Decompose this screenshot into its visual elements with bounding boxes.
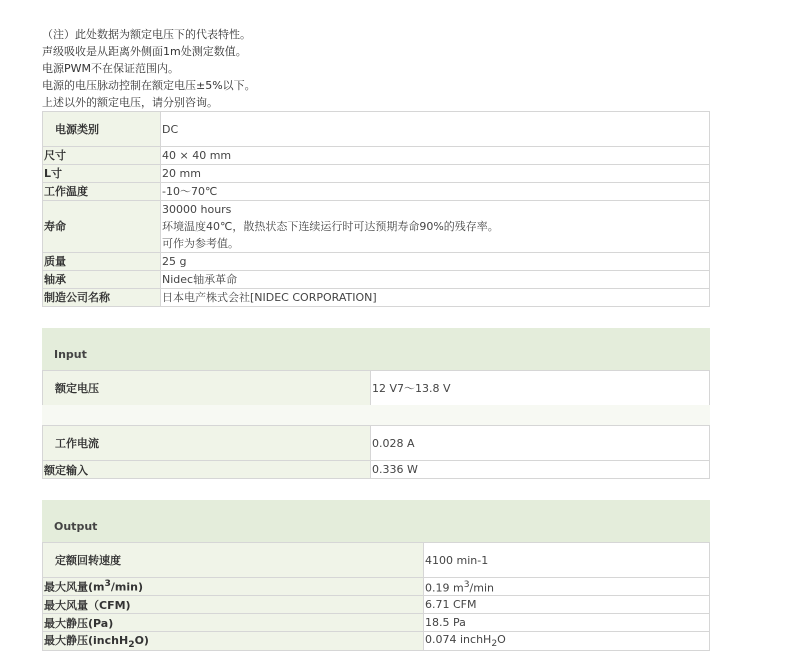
input-value: 12 V7～13.8 V: [371, 371, 710, 406]
note-line: 电源的电压脉动控制在额定电压±5%以下。: [42, 79, 256, 92]
value-superscript: 3: [463, 578, 470, 590]
note-line: 电源PWM不在保证范围内。: [42, 62, 179, 75]
input-heading: Input: [54, 348, 87, 361]
table-row: [43, 112, 710, 147]
life-line: 环境温度40℃，散热状态下连续运行时可达预期寿命90%的残存率。: [162, 220, 499, 233]
value-part: O: [497, 633, 506, 646]
note-line: （注）此处数据为额定电压下的代表特性。: [42, 28, 251, 41]
output-label: 最大静压(Pa): [43, 614, 424, 632]
label-part: O): [134, 634, 149, 647]
spec-value: Nidec轴承革命: [161, 271, 710, 289]
output-value: [424, 578, 710, 596]
spec-table: [42, 111, 710, 307]
table-row: [43, 614, 710, 632]
spec-value: DC: [161, 112, 710, 147]
table-row: [43, 289, 710, 307]
table-row: [43, 426, 710, 461]
output-value: 18.5 Pa: [424, 614, 710, 632]
spec-label: 制造公司名称: [43, 289, 161, 307]
spec-label: L寸: [43, 165, 161, 183]
spec-value: 20 mm: [161, 165, 710, 183]
spec-value: [161, 201, 710, 253]
label-part: /min): [110, 580, 143, 594]
output-section-header: [42, 500, 710, 542]
spec-value: 40 × 40 mm: [161, 147, 710, 165]
table-row: [43, 201, 710, 253]
spec-value: -10～70℃: [161, 183, 710, 201]
spec-label: 电源类别: [43, 112, 161, 147]
spec-label: 尺寸: [43, 147, 161, 165]
notes-block: [42, 26, 256, 111]
input-label: 工作电流: [43, 426, 371, 461]
value-part: /min: [469, 581, 494, 595]
output-label: 最大风量（CFM): [43, 596, 424, 614]
spec-label: 轴承: [43, 271, 161, 289]
output-value: 6.71 CFM: [424, 596, 710, 614]
output-value: 4100 min-1: [424, 543, 710, 578]
value-part: 0.074 inchH: [425, 633, 492, 646]
spec-label: 寿命: [43, 201, 161, 253]
output-label: [43, 578, 424, 596]
output-heading: Output: [54, 520, 98, 533]
table-row: [43, 253, 710, 271]
input-label: 额定输入: [43, 461, 371, 479]
table-row: [43, 632, 710, 651]
output-label: 定额回转速度: [43, 543, 424, 578]
table-row: [43, 543, 710, 578]
table-row: [43, 271, 710, 289]
table-row: [43, 183, 710, 201]
table-row: [43, 578, 710, 596]
spec-label: 工作温度: [43, 183, 161, 201]
input-label: 额定电压: [43, 371, 371, 406]
label-part: 最大静压(inchH: [44, 634, 129, 647]
output-value: [424, 632, 710, 651]
value-subscript: 2: [491, 638, 498, 650]
label-subscript: 2: [128, 639, 135, 651]
input-value: 0.336 W: [371, 461, 710, 479]
input-table-a: [42, 370, 710, 406]
note-line: 声级吸收是从距离外侧面1m处测定数值。: [42, 45, 247, 58]
spec-value: 25 g: [161, 253, 710, 271]
life-line: 可作为参考值。: [162, 237, 239, 250]
table-row: [43, 147, 710, 165]
spec-label: 质量: [43, 253, 161, 271]
table-row: [43, 596, 710, 614]
input-section-header: [42, 328, 710, 370]
life-line: 30000 hours: [162, 203, 232, 216]
input-table-b: [42, 425, 710, 479]
spec-value: 日本电产株式会社[NIDEC CORPORATION]: [161, 289, 710, 307]
value-part: 0.19 m: [425, 581, 464, 595]
table-row: [43, 165, 710, 183]
table-row: [43, 371, 710, 406]
input-value: 0.028 A: [371, 426, 710, 461]
table-row: [43, 461, 710, 479]
output-label: [43, 632, 424, 651]
note-line: 上述以外的额定电压，请分别咨询。: [42, 96, 218, 109]
label-part: 最大风量(m: [44, 580, 105, 594]
output-table: [42, 542, 710, 651]
label-superscript: 3: [104, 578, 111, 590]
section-gap: [42, 405, 710, 425]
